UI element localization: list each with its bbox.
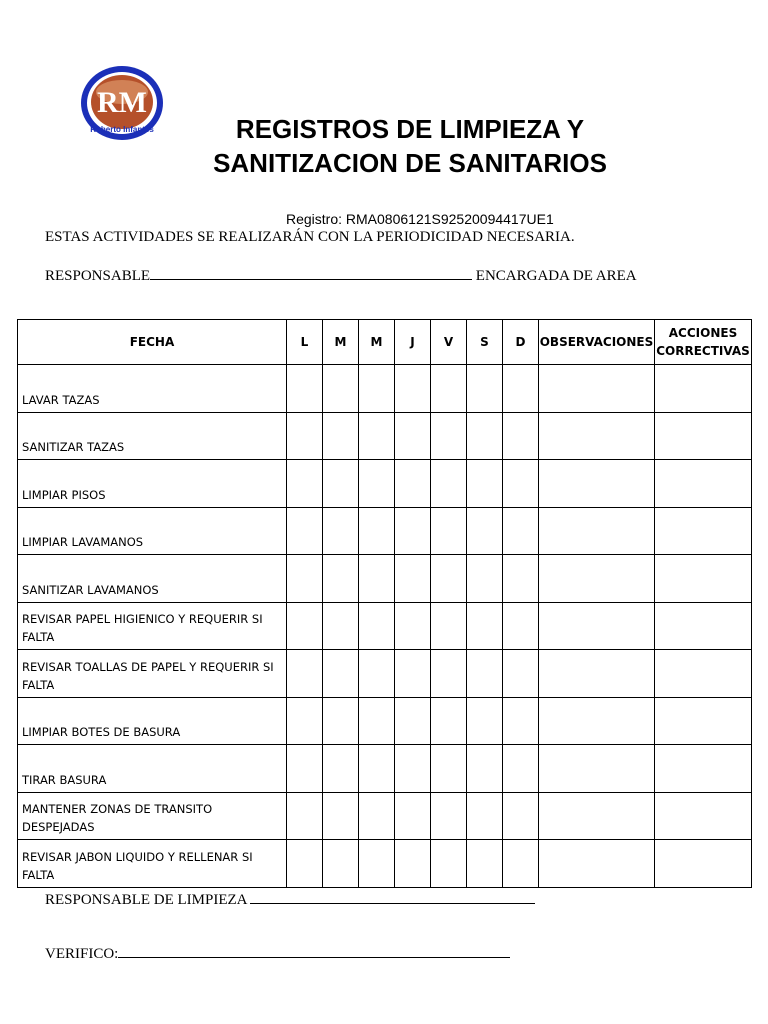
entry-cell[interactable] — [467, 365, 503, 413]
table-header-row — [18, 320, 752, 365]
entry-cell[interactable] — [539, 602, 655, 650]
table-body — [18, 365, 752, 888]
entry-cell[interactable] — [431, 745, 467, 793]
entry-cell[interactable] — [431, 602, 467, 650]
entry-cell[interactable] — [655, 460, 752, 508]
intro-text: ESTAS ACTIVIDADES SE REALIZARÁN CON LA PERIODICIDAD NECESARIA. — [45, 229, 575, 245]
entry-cell[interactable] — [467, 602, 503, 650]
entry-cell[interactable] — [503, 365, 539, 413]
entry-cell[interactable] — [467, 840, 503, 888]
table-row — [18, 602, 752, 650]
table-row — [18, 507, 752, 555]
entry-cell[interactable] — [503, 650, 539, 698]
entry-cell[interactable] — [287, 745, 323, 793]
entry-cell[interactable] — [431, 365, 467, 413]
entry-cell[interactable] — [655, 745, 752, 793]
column-header: M — [359, 320, 395, 365]
column-header: L — [287, 320, 323, 365]
entry-cell[interactable] — [359, 840, 395, 888]
entry-cell[interactable] — [287, 460, 323, 508]
entry-cell[interactable] — [359, 792, 395, 840]
entry-cell[interactable] — [395, 365, 431, 413]
column-header: S — [467, 320, 503, 365]
entry-cell[interactable] — [539, 840, 655, 888]
entry-cell[interactable] — [395, 412, 431, 460]
column-header: M — [323, 320, 359, 365]
entry-cell[interactable] — [395, 745, 431, 793]
entry-cell[interactable] — [323, 365, 359, 413]
entry-cell[interactable] — [431, 555, 467, 603]
entry-cell[interactable] — [503, 745, 539, 793]
entry-cell[interactable] — [359, 602, 395, 650]
cleaning-log-table — [17, 319, 752, 888]
entry-cell[interactable] — [431, 792, 467, 840]
entry-cell[interactable] — [655, 412, 752, 460]
entry-cell[interactable] — [431, 650, 467, 698]
task-cell: LIMPIAR LAVAMANOS — [18, 507, 287, 555]
task-cell: LAVAR TAZAS — [18, 365, 287, 413]
entry-cell[interactable] — [287, 602, 323, 650]
logo-caption: Roberto Infantes — [90, 125, 154, 134]
entry-cell[interactable] — [503, 840, 539, 888]
encargada-label: ENCARGADA DE AREA — [475, 268, 637, 284]
entry-cell[interactable] — [539, 460, 655, 508]
entry-cell[interactable] — [467, 697, 503, 745]
column-header: OBSERVACIONES — [539, 320, 655, 365]
table-row — [18, 555, 752, 603]
verifico-blank[interactable] — [118, 943, 510, 958]
entry-cell[interactable] — [467, 507, 503, 555]
entry-cell[interactable] — [467, 555, 503, 603]
task-cell: REVISAR PAPEL HIGIENICO Y REQUERIR SI FALTA — [18, 602, 287, 650]
entry-cell[interactable] — [395, 697, 431, 745]
entry-cell[interactable] — [503, 697, 539, 745]
entry-cell[interactable] — [323, 412, 359, 460]
entry-cell[interactable] — [359, 365, 395, 413]
table-row — [18, 792, 752, 840]
column-header: J — [395, 320, 431, 365]
entry-cell[interactable] — [655, 555, 752, 603]
task-cell: LIMPIAR PISOS — [18, 460, 287, 508]
entry-cell[interactable] — [359, 650, 395, 698]
entry-cell[interactable] — [539, 507, 655, 555]
responsable-limpieza-label: RESPONSABLE DE LIMPIEZA — [45, 892, 247, 908]
task-cell: TIRAR BASURA — [18, 745, 287, 793]
entry-cell[interactable] — [359, 507, 395, 555]
table-row — [18, 650, 752, 698]
entry-cell[interactable] — [467, 792, 503, 840]
table-row — [18, 697, 752, 745]
entry-cell[interactable] — [655, 792, 752, 840]
responsable-limpieza-line — [45, 889, 535, 909]
entry-cell[interactable] — [431, 412, 467, 460]
entry-cell[interactable] — [287, 412, 323, 460]
entry-cell[interactable] — [323, 840, 359, 888]
page-title — [150, 112, 670, 180]
entry-cell[interactable] — [467, 650, 503, 698]
entry-cell[interactable] — [287, 792, 323, 840]
entry-cell[interactable] — [395, 507, 431, 555]
column-header: D — [503, 320, 539, 365]
entry-cell[interactable] — [655, 602, 752, 650]
entry-cell[interactable] — [359, 745, 395, 793]
entry-cell[interactable] — [359, 697, 395, 745]
entry-cell[interactable] — [323, 460, 359, 508]
verifico-label: VERIFICO: — [45, 946, 119, 962]
entry-cell[interactable] — [287, 555, 323, 603]
entry-cell[interactable] — [655, 650, 752, 698]
entry-cell[interactable] — [287, 365, 323, 413]
table-row — [18, 840, 752, 888]
task-cell: SANITIZAR LAVAMANOS — [18, 555, 287, 603]
responsable-line — [45, 265, 637, 285]
entry-cell[interactable] — [287, 507, 323, 555]
entry-cell[interactable] — [395, 460, 431, 508]
entry-cell[interactable] — [539, 412, 655, 460]
table-row — [18, 412, 752, 460]
entry-cell[interactable] — [323, 507, 359, 555]
entry-cell[interactable] — [323, 745, 359, 793]
entry-cell[interactable] — [395, 602, 431, 650]
entry-cell[interactable] — [655, 840, 752, 888]
entry-cell[interactable] — [323, 602, 359, 650]
task-cell: LIMPIAR BOTES DE BASURA — [18, 697, 287, 745]
entry-cell[interactable] — [503, 792, 539, 840]
entry-cell[interactable] — [395, 650, 431, 698]
responsable-blank[interactable] — [150, 265, 472, 280]
responsable-label: RESPONSABLE — [45, 268, 151, 284]
entry-cell[interactable] — [503, 602, 539, 650]
entry-cell[interactable] — [287, 650, 323, 698]
table-row — [18, 460, 752, 508]
responsable-limpieza-blank[interactable] — [250, 889, 535, 904]
entry-cell[interactable] — [395, 792, 431, 840]
entry-cell[interactable] — [539, 555, 655, 603]
table-row — [18, 745, 752, 793]
column-header: ACCIONES CORRECTIVAS — [655, 320, 752, 365]
entry-cell[interactable] — [431, 460, 467, 508]
entry-cell[interactable] — [359, 460, 395, 508]
entry-cell[interactable] — [287, 840, 323, 888]
entry-cell[interactable] — [539, 697, 655, 745]
entry-cell[interactable] — [655, 365, 752, 413]
entry-cell[interactable] — [467, 460, 503, 508]
entry-cell[interactable] — [431, 507, 467, 555]
column-header: V — [431, 320, 467, 365]
task-cell: SANITIZAR TAZAS — [18, 412, 287, 460]
entry-cell[interactable] — [359, 555, 395, 603]
entry-cell[interactable] — [467, 412, 503, 460]
entry-cell[interactable] — [539, 650, 655, 698]
entry-cell[interactable] — [431, 697, 467, 745]
entry-cell[interactable] — [503, 412, 539, 460]
entry-cell[interactable] — [503, 555, 539, 603]
entry-cell[interactable] — [431, 840, 467, 888]
entry-cell[interactable] — [287, 697, 323, 745]
entry-cell[interactable] — [539, 792, 655, 840]
entry-cell[interactable] — [539, 745, 655, 793]
entry-cell[interactable] — [539, 365, 655, 413]
entry-cell[interactable] — [503, 460, 539, 508]
entry-cell[interactable] — [503, 507, 539, 555]
title-line-1: REGISTROS DE LIMPIEZA Y — [235, 114, 585, 144]
column-header: FECHA — [18, 320, 287, 365]
verifico-line — [45, 943, 510, 963]
entry-cell[interactable] — [655, 507, 752, 555]
logo-initials: RM — [97, 86, 147, 119]
entry-cell[interactable] — [395, 555, 431, 603]
table-row — [18, 365, 752, 413]
entry-cell[interactable] — [359, 412, 395, 460]
entry-cell[interactable] — [395, 840, 431, 888]
title-line-2: SANITIZACION DE SANITARIOS — [213, 148, 607, 178]
registro-code: Registro: RMA0806121S92520094417UE1 — [286, 211, 554, 227]
entry-cell[interactable] — [323, 650, 359, 698]
entry-cell[interactable] — [655, 697, 752, 745]
entry-cell[interactable] — [323, 792, 359, 840]
entry-cell[interactable] — [323, 697, 359, 745]
task-cell: REVISAR TOALLAS DE PAPEL Y REQUERIR SI FALTA — [18, 650, 287, 698]
entry-cell[interactable] — [467, 745, 503, 793]
task-cell: REVISAR JABON LIQUIDO Y RELLENAR SI FALTA — [18, 840, 287, 888]
entry-cell[interactable] — [323, 555, 359, 603]
task-cell: MANTENER ZONAS DE TRANSITO DESPEJADAS — [18, 792, 287, 840]
